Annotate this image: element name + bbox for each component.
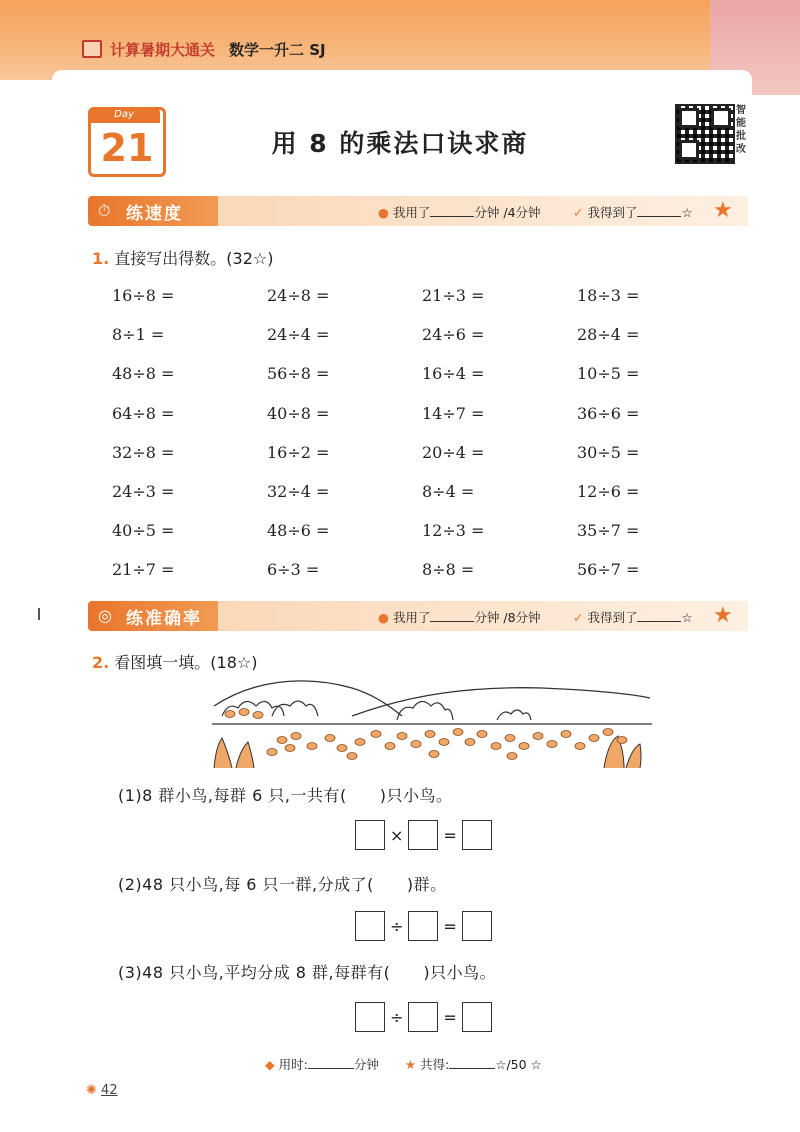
answer-box[interactable]	[408, 911, 438, 941]
answer-box[interactable]	[462, 1002, 492, 1032]
day-tab: Day	[88, 107, 160, 123]
score-summary	[405, 1055, 542, 1073]
equals-sign: =	[443, 916, 457, 936]
time-blank[interactable]	[430, 205, 474, 217]
qr-code[interactable]	[675, 104, 735, 164]
division-problem: 21÷7 =	[112, 560, 175, 580]
question-2-part-2: (2)48 只小鸟,每 6 只一群,分成了( )群。	[118, 875, 447, 894]
division-problem: 30÷5 =	[577, 442, 640, 462]
grid-row	[112, 360, 732, 399]
division-problem: 28÷4 =	[577, 325, 640, 345]
star-icon: ★	[713, 198, 733, 223]
score-suffix: ☆	[681, 610, 693, 625]
division-problem: 18÷3 =	[577, 286, 640, 305]
time-used	[378, 608, 541, 626]
drop-icon: ●	[378, 610, 389, 625]
answer-box[interactable]	[462, 911, 492, 941]
division-problem: 16÷2 =	[267, 442, 330, 462]
score-earned	[573, 608, 693, 626]
answer-box[interactable]	[408, 1002, 438, 1032]
qr-corner	[679, 108, 699, 128]
qr-corner	[679, 140, 699, 160]
answer-box[interactable]	[355, 1002, 385, 1032]
clock-icon: ◆	[265, 1057, 275, 1072]
division-problem: 32÷8 =	[112, 442, 175, 462]
grid-row	[112, 556, 732, 595]
division-problem: 12÷6 =	[577, 481, 640, 501]
total-score-blank[interactable]	[449, 1057, 495, 1069]
time-prefix: 我用了	[392, 610, 431, 625]
division-problem: 14÷7 =	[422, 403, 485, 423]
running-header	[82, 38, 326, 60]
division-problem: 24÷4 =	[267, 325, 330, 345]
section-speed-header	[88, 196, 748, 226]
division-problem: 40÷8 =	[267, 403, 330, 423]
division-problem: 12÷3 =	[422, 521, 485, 541]
division-problem: 8÷8 =	[422, 560, 475, 580]
division-problem: 24÷3 =	[112, 481, 175, 501]
grid-row	[112, 400, 732, 439]
question-2-heading	[92, 650, 258, 673]
qr-caption: 智能批改	[736, 105, 746, 155]
division-problem: 20÷4 =	[422, 442, 485, 462]
time-suffix: 分钟 /4分钟	[474, 205, 541, 220]
division-problem: 40÷5 =	[112, 521, 175, 541]
grid-row	[112, 478, 732, 517]
division-problem: 8÷1 =	[112, 325, 165, 345]
division-problem: 35÷7 =	[577, 521, 640, 541]
score-prefix: 我得到了	[587, 205, 638, 220]
time-prefix: 我用了	[392, 205, 431, 220]
grid-row	[112, 321, 732, 360]
book-icon	[82, 40, 102, 58]
question-text: 直接写出得数。(32☆)	[109, 249, 274, 268]
star-icon: ★	[404, 1057, 417, 1072]
division-problem: 56÷8 =	[267, 364, 330, 384]
time-used	[378, 203, 541, 221]
answer-box[interactable]	[355, 820, 385, 850]
subject-label: 数学一升二 SJ	[229, 40, 326, 59]
total-suffix: ☆/50 ☆	[495, 1057, 542, 1072]
birds-illustration	[212, 676, 652, 770]
division-problem: 56÷7 =	[577, 560, 640, 580]
check-icon: ✓	[573, 610, 584, 625]
margin-mark	[38, 608, 40, 620]
time-unit: 分钟	[353, 1057, 379, 1072]
division-problem: 48÷6 =	[267, 521, 330, 541]
answer-box[interactable]	[355, 911, 385, 941]
drop-icon: ●	[378, 205, 389, 220]
time-summary	[265, 1055, 379, 1073]
operator: ÷	[390, 1007, 404, 1027]
grid-row	[112, 282, 732, 321]
day-number: 21	[100, 126, 154, 170]
time-blank[interactable]	[430, 610, 474, 622]
division-problem: 8÷4 =	[422, 481, 475, 501]
target-icon: ◎	[98, 606, 112, 625]
division-problem: 6÷3 =	[267, 560, 320, 580]
score-prefix: 我得到了	[587, 610, 638, 625]
score-suffix: ☆	[681, 205, 693, 220]
operator: ÷	[390, 916, 404, 936]
star-icon: ★	[713, 603, 733, 628]
series-title: 计算暑期大通关	[110, 40, 216, 59]
time-suffix: 分钟 /8分钟	[474, 610, 541, 625]
check-icon: ✓	[573, 205, 584, 220]
equation-3	[355, 1002, 492, 1032]
page-number-text: 42	[101, 1083, 118, 1098]
question-2-part-3: (3)48 只小鸟,平均分成 8 群,每群有( )只小鸟。	[118, 963, 497, 982]
equation-2	[355, 911, 492, 941]
section-accuracy-header	[88, 601, 748, 631]
division-problem: 16÷8 =	[112, 286, 175, 305]
question-text: 看图填一填。(18☆)	[109, 653, 258, 672]
division-problem: 48÷8 =	[112, 364, 175, 384]
answer-box[interactable]	[462, 820, 492, 850]
page-number	[86, 1083, 118, 1098]
division-problem: 10÷5 =	[577, 364, 640, 384]
question-number: 2.	[92, 653, 110, 672]
operator: ×	[390, 825, 404, 845]
equals-sign: =	[443, 825, 457, 845]
question-1-heading	[92, 246, 274, 269]
sun-icon: ✺	[86, 1083, 97, 1098]
division-problem: 32÷4 =	[267, 481, 330, 501]
qr-corner	[711, 108, 731, 128]
grid-row	[112, 439, 732, 478]
division-problem: 24÷6 =	[422, 325, 485, 345]
equals-sign: =	[443, 1007, 457, 1027]
equation-1	[355, 820, 492, 850]
page-title: 用 8 的乘法口诀求商	[271, 129, 529, 158]
division-problem: 24÷8 =	[267, 286, 330, 305]
score-blank[interactable]	[637, 205, 681, 217]
question-number: 1.	[92, 249, 110, 268]
stopwatch-icon: ⏱	[98, 201, 111, 220]
division-problem: 21÷3 =	[422, 286, 485, 305]
division-problem: 36÷6 =	[577, 403, 640, 423]
question-2-part-1: (1)8 群小鸟,每群 6 只,一共有( )只小鸟。	[118, 786, 453, 805]
total-time-blank[interactable]	[308, 1057, 354, 1069]
time-label: 用时:	[278, 1057, 308, 1072]
division-problem: 64÷8 =	[112, 403, 175, 423]
section-label: 练准确率	[126, 609, 202, 629]
answer-box[interactable]	[408, 820, 438, 850]
score-earned	[573, 203, 693, 221]
division-problem: 16÷4 =	[422, 364, 485, 384]
footer-summary	[265, 1055, 542, 1073]
total-label: 共得:	[420, 1057, 450, 1072]
division-grid	[112, 282, 732, 596]
section-label: 练速度	[126, 204, 183, 224]
grid-row	[112, 517, 732, 556]
score-blank[interactable]	[637, 610, 681, 622]
